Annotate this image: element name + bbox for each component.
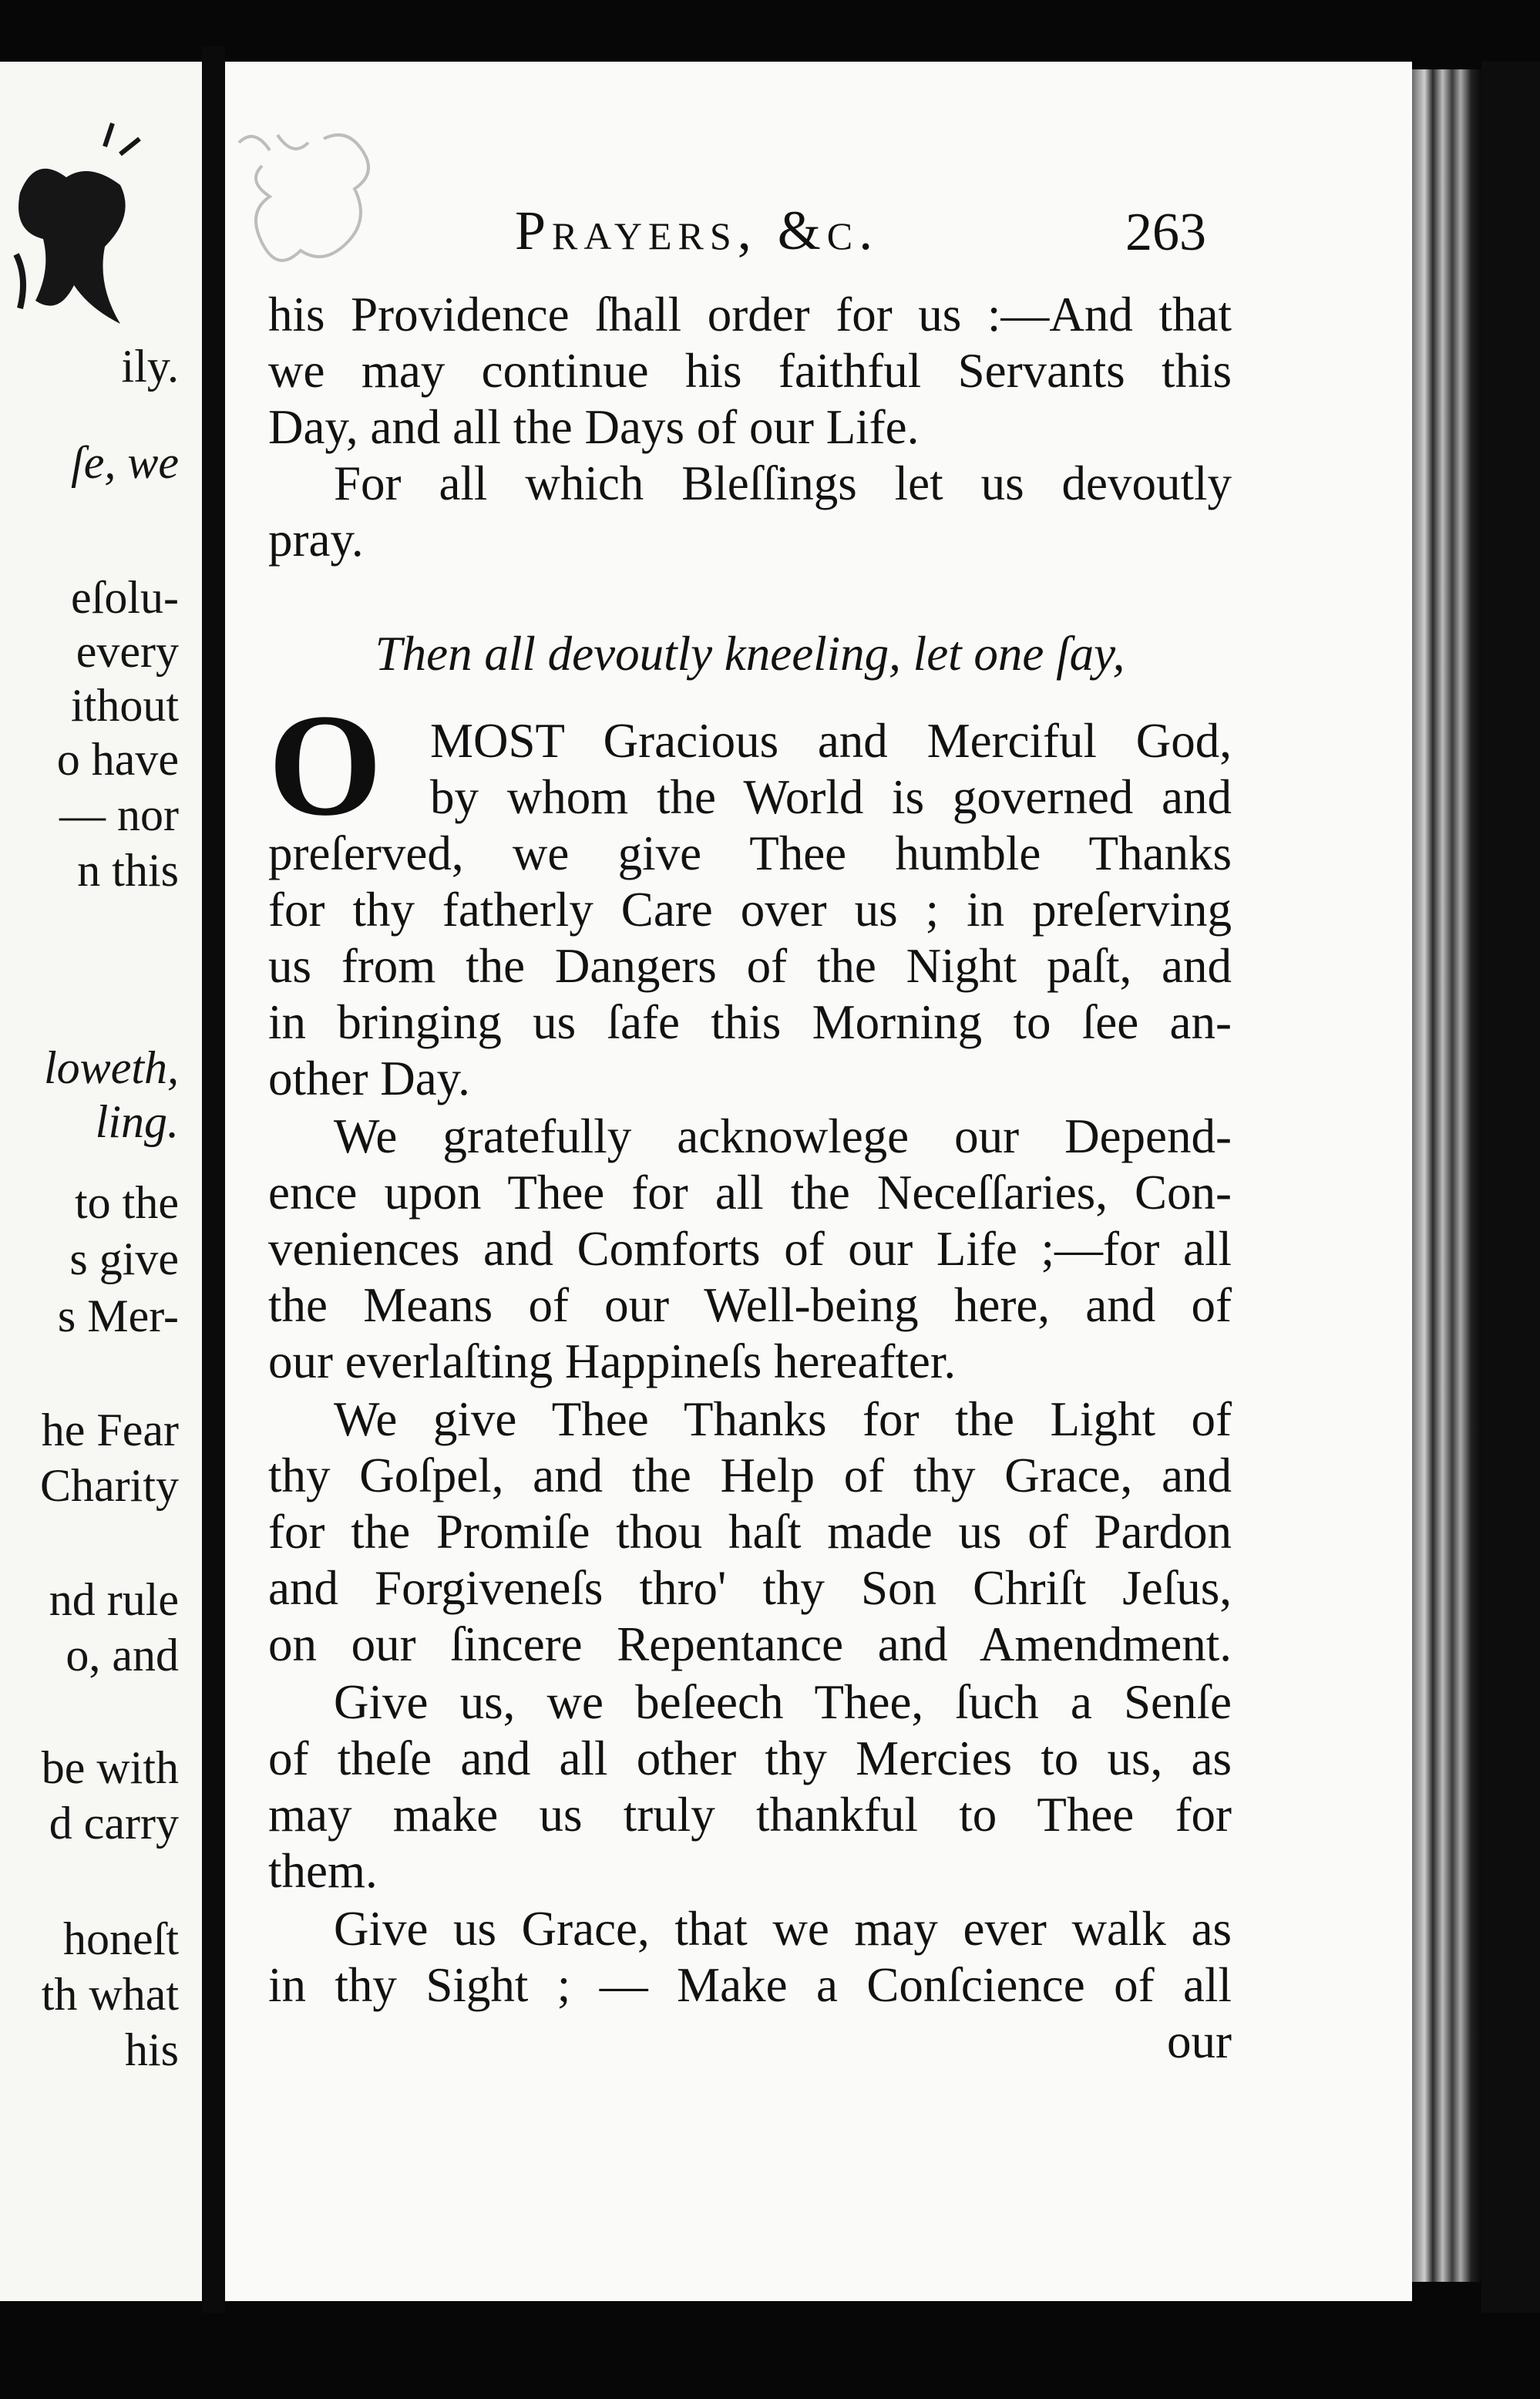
running-head: Prayers, &c. bbox=[515, 200, 879, 261]
left-line-12: s give bbox=[69, 1233, 179, 1284]
text-line-18: our everlaſting Happineſs hereafter. bbox=[268, 1334, 957, 1388]
page-number: 263 bbox=[1125, 203, 1206, 262]
rubric-heading: Then all devoutly kneeling, let one ſay, bbox=[375, 627, 1125, 681]
text-line-12: in bringing us ſafe this Morning to ſee an- bbox=[268, 995, 1232, 1049]
text-line-9: preſerved, we give Thee humble Thanks bbox=[268, 826, 1232, 880]
left-line-13: s Mer- bbox=[57, 1290, 179, 1341]
left-line-7: — nor bbox=[59, 789, 179, 840]
text-line-7: MOST Gracious and Merciful God, bbox=[430, 714, 1232, 768]
text-line-29: in thy Sight ; — Make a Conſcience of all bbox=[268, 1958, 1232, 2012]
left-line-5: ithout bbox=[70, 680, 179, 731]
left-line-9: loweth, bbox=[44, 1042, 179, 1093]
text-line-22: and Forgiveneſs thro' thy Son Chriſt Jeſus, bbox=[268, 1561, 1232, 1615]
left-line-8: n this bbox=[77, 845, 179, 896]
text-line-1: his Providence ſhall order for us :—And that bbox=[268, 288, 1232, 342]
text-line-17: the Means of our Well-being here, and of bbox=[268, 1278, 1232, 1332]
left-line-20: honeſt bbox=[63, 1913, 179, 1964]
text-line-4: For all which Bleſſings let us devoutly bbox=[334, 456, 1232, 510]
left-line-14: he Fear bbox=[41, 1405, 179, 1455]
text-line-21: for the Promiſe thou haſt made us of Pardon bbox=[268, 1505, 1232, 1559]
left-line-2: ſe, we bbox=[71, 437, 179, 488]
text-line-28: Give us Grace, that we may ever walk as bbox=[334, 1902, 1232, 1956]
left-line-22: his bbox=[124, 2024, 179, 2075]
left-line-19: d carry bbox=[49, 1798, 179, 1849]
left-line-6: o have bbox=[56, 734, 179, 785]
left-line-16: nd rule bbox=[49, 1574, 179, 1625]
text-line-5: pray. bbox=[268, 513, 364, 567]
text-line-8: by whom the World is governed and bbox=[430, 770, 1232, 824]
text-line-10: for thy fatherly Care over us ; in preſerving bbox=[268, 883, 1232, 937]
left-line-11: to the bbox=[75, 1177, 179, 1228]
left-line-1: ily. bbox=[121, 341, 179, 392]
left-line-21: th what bbox=[41, 1969, 179, 2020]
left-line-15: Charity bbox=[40, 1460, 179, 1511]
left-line-10: ling. bbox=[95, 1096, 179, 1147]
ornament-main-icon bbox=[231, 119, 409, 297]
text-line-15: ence upon Thee for all the Neceſſaries, Con- bbox=[268, 1166, 1232, 1220]
text-line-2: we may continue his faithful Servants this bbox=[268, 344, 1232, 398]
left-line-17: o, and bbox=[66, 1630, 179, 1681]
book-spine bbox=[1481, 62, 1540, 2313]
text-line-23: on our ſincere Repentance and Amendment. bbox=[268, 1617, 1232, 1671]
page-edges bbox=[1412, 69, 1481, 2282]
text-line-27: them. bbox=[268, 1844, 378, 1898]
left-line-18: be with bbox=[41, 1742, 179, 1793]
text-line-14: We gratefully acknowlege our Depend- bbox=[334, 1109, 1232, 1163]
text-line-3: Day, and all the Days of our Life. bbox=[268, 400, 920, 454]
text-line-16: veniences and Comforts of our Life ;—for all bbox=[268, 1222, 1232, 1276]
text-line-19: We give Thee Thanks for the Light of bbox=[334, 1392, 1232, 1446]
text-line-25: of theſe and all other thy Mercies to us, as bbox=[268, 1731, 1232, 1785]
catchword: our bbox=[1167, 2014, 1232, 2068]
drop-cap: O bbox=[268, 685, 382, 846]
text-line-20: thy Goſpel, and the Help of thy Grace, and bbox=[268, 1448, 1232, 1502]
text-line-11: us from the Dangers of the Night paſt, and bbox=[268, 939, 1232, 993]
left-line-4: every bbox=[76, 626, 179, 677]
left-page-fragment bbox=[0, 62, 202, 2301]
text-line-24: Give us, we beſeech Thee, ſuch a Senſe bbox=[334, 1675, 1232, 1729]
text-line-13: other Day. bbox=[268, 1051, 470, 1105]
book-gutter bbox=[202, 46, 225, 2313]
left-line-3: eſolu- bbox=[71, 572, 179, 623]
text-line-26: may make us truly thankful to Thee for bbox=[268, 1788, 1232, 1842]
